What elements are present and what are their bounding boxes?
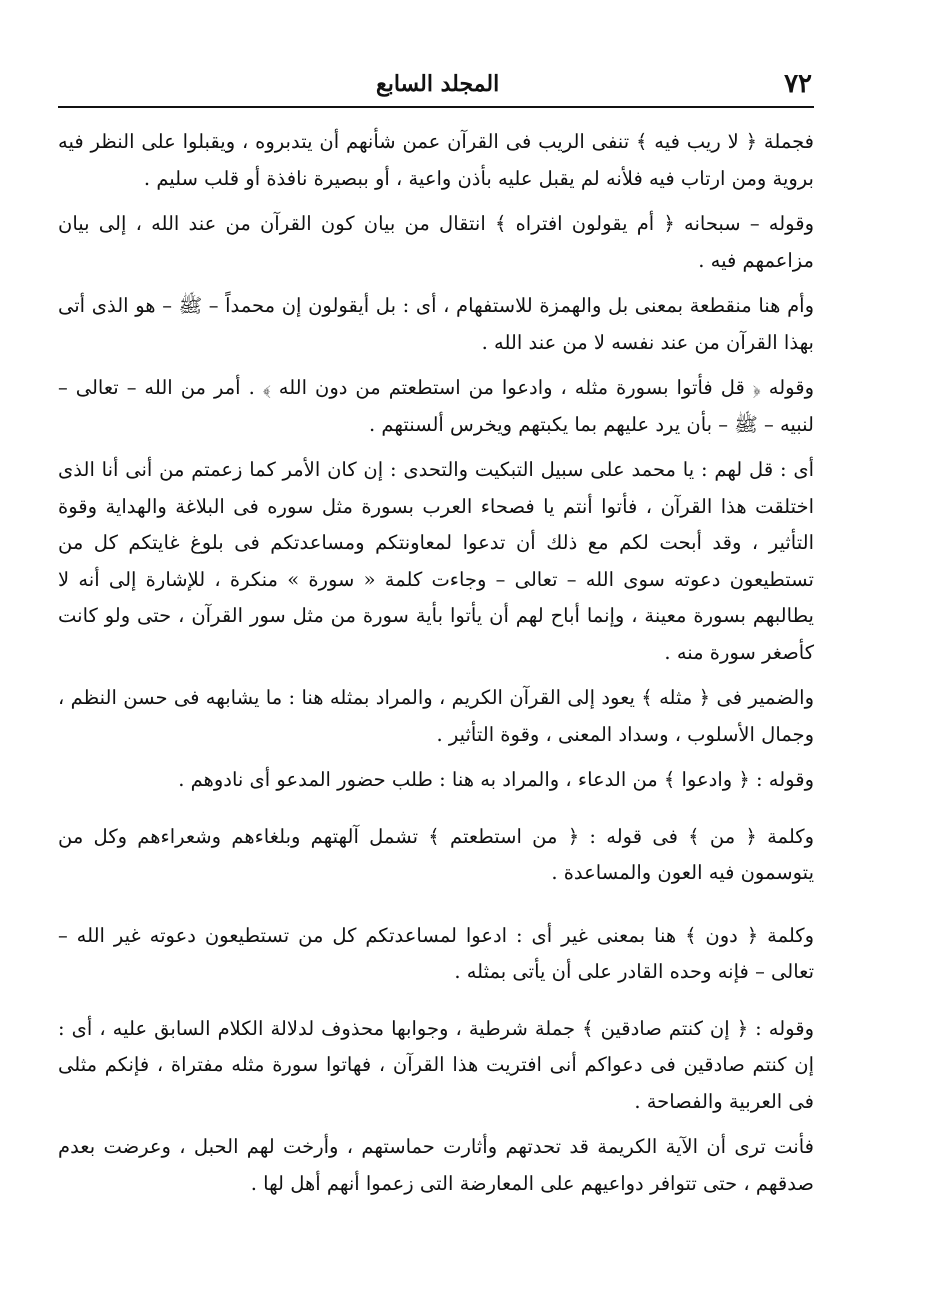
paragraph-6: والضمير فى ﴿ مثله ﴾ يعود إلى القرآن الكريم ، والمراد بمثله هنا : ما يشابهه فى حسن النظم ، وجمال الأسلوب ، وسداد المعنى ، وقوة التأثير . xyxy=(58,686,814,746)
paragraph-3: وأم هنا منقطعة بمعنى بل والهمزة للاستفهام ، أى : بل أيقولون إن محمداً – ﷺ – هو الذى أتى بهذا القرآن من عند نفسه لا من عند الله . xyxy=(58,294,814,354)
paragraph-10: وقوله : ﴿ إن كنتم صادقين ﴾ جملة شرطية ، وجوابها محذوف لدلالة الكلام السابق عليه ، أى : إن كنتم صادقين فى دعواكم أنى افتريت هذا القرآن ، فهاتوا سورة مثله مفتراة ، فإنكم مثلى فى العربية والفصاحة . xyxy=(58,1016,814,1113)
paragraph-5: أى : قل لهم : يا محمد على سبيل التبكيت والتحدى : إن كان الأمر كما زعمتم من أنى أنا الذى اختلقت هذا القرآن ، فأتوا أنتم يا فصحاء العرب بسورة مثل سوره فى البلاغة والهداية وقوة التأثير ، وقد أبحت لكم مع ذلك أن تدعوا لمعاونتكم ومساعدتكم فى بلوغ غايتكم كل من تستطيعون دعوته سوى الله – تعالى – وجاءت كلمة « سورة » منكرة ، للإشارة إلى أنه لا يطالبهم بسورة معينة ، وإنما أباح لهم أن يأتوا بأية سورة من مثل سور القرآن ، حتى ولو كانت كأصغر سورة منه . xyxy=(58,458,814,664)
body-text xyxy=(58,124,814,1211)
paragraph-2: وقوله – سبحانه ﴿ أم يقولون افتراه ﴾ انتقال من بيان كون القرآن من عند الله ، إلى بيان مزاعمهم فيه . xyxy=(58,212,814,272)
paragraph-8: وكلمة ﴿ من ﴾ فى قوله : ﴿ من استطعتم ﴾ تشمل آلهتهم وبلغاءهم وشعراءهم وكل من يتوسمون فيه العون والمساعدة . xyxy=(58,824,814,884)
paragraph-4: وقوله ﴿ قل فأتوا بسورة مثله ، وادعوا من استطعتم من دون الله ﴾ . أمر من الله – تعالى – لنبيه – ﷺ – بأن يرد عليهم بما يكبتهم ويخرس ألسنتهم . xyxy=(58,376,814,436)
paragraph-9: وكلمة ﴿ دون ﴾ هنا بمعنى غير أى : ادعوا لمساعدتكم كل من تستطيعون دعوته غير الله – تعالى – فإنه وحده القادر على أن يأتى بمثله . xyxy=(58,923,814,983)
volume-title: المجلد السابع xyxy=(376,71,500,97)
paragraph-1: فجملة ﴿ لا ريب فيه ﴾ تنفى الريب فى القرآن عمن شأنهم أن يتدبروه ، ويقبلوا على النظر فيه بروية ومن ارتاب فيه فلأنه لم يقبل عليه بأذن واعية ، أو ببصيرة نافذة أو قلب سليم . xyxy=(58,130,814,190)
page-number: ٧٢ xyxy=(784,69,812,99)
paragraph-7: وقوله : ﴿ وادعوا ﴾ من الدعاء ، والمراد به هنا : طلب حضور المدعو أى نادوهم . xyxy=(178,768,814,791)
page-header xyxy=(58,62,814,108)
paragraph-11: فأنت ترى أن الآية الكريمة قد تحدتهم وأثارت حماستهم ، وأرخت لهم الحبل ، وعرضت بعدم صدقهم ، حتى تتوافر دواعيهم على المعارضة التى زعموا أنهم أهل لها . xyxy=(58,1135,814,1195)
